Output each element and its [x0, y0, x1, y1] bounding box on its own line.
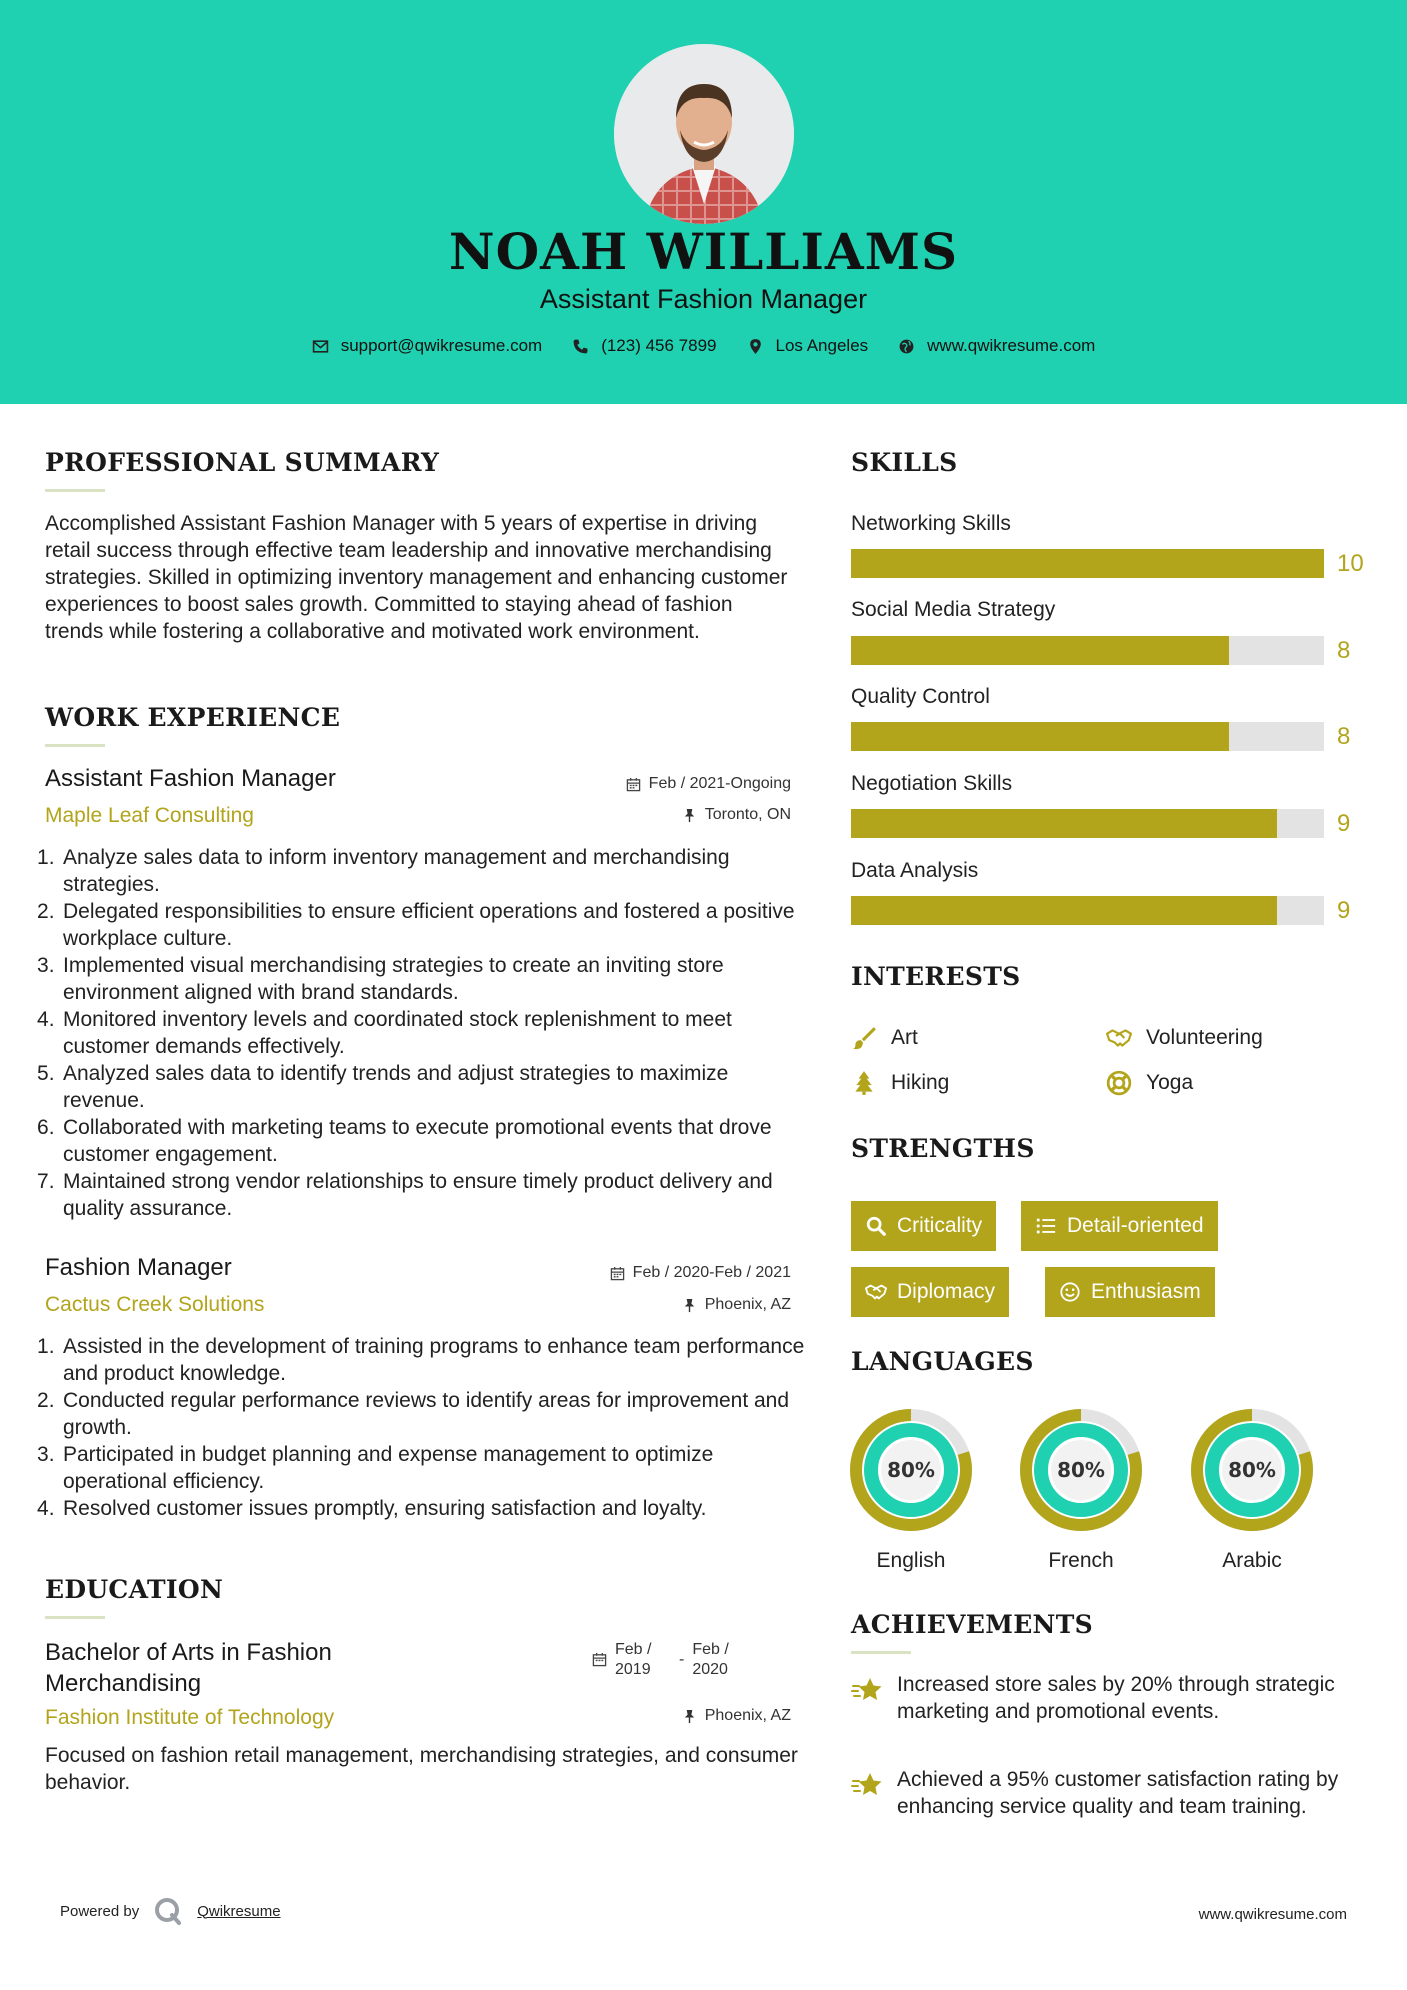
- handshake-icon: [865, 1281, 887, 1303]
- education-divider: [45, 1616, 105, 1619]
- language-item: [849, 1408, 973, 1573]
- interest-item: [1106, 1070, 1193, 1096]
- phone-icon: [572, 338, 589, 355]
- skill-bar-fill: [851, 722, 1229, 751]
- language-item: [1190, 1408, 1314, 1573]
- language-donut: [1019, 1408, 1143, 1532]
- list-item: Participated in budget planning and expense management to optimize operational efficiency.: [63, 1443, 714, 1493]
- candidate-name: NOAH WILLIAMS: [448, 222, 959, 281]
- list-item: Collaborated with marketing teams to execute promotional events that drove customer engagement.: [63, 1116, 772, 1166]
- skill-bar-fill: [851, 809, 1277, 838]
- strength-label: Detail-oriented: [1067, 1214, 1204, 1237]
- skill-value: 9: [1337, 810, 1351, 837]
- job-date-text: Feb / 2020-Feb / 2021: [632, 1264, 791, 1281]
- achievement-item: [851, 1766, 1371, 1820]
- language-name: Arabic: [1222, 1549, 1282, 1572]
- skill-label: Data Analysis: [851, 859, 979, 882]
- pushpin-icon: [682, 1298, 697, 1313]
- job-duties-list: [45, 1333, 805, 1522]
- job-date-text: Feb / 2021-Ongoing: [648, 775, 791, 792]
- education-location-text: Phoenix, AZ: [704, 1707, 791, 1724]
- strength-label: Diplomacy: [897, 1280, 996, 1303]
- list-item: Analyze sales data to inform inventory management and merchandising strategies.: [63, 846, 730, 896]
- skill-label: Networking Skills: [851, 512, 1011, 535]
- job-location-text: Phoenix, AZ: [704, 1296, 791, 1313]
- summary-text: Accomplished Assistant Fashion Manager with 5 years of expertise in driving retail success through effective team leadership and innovative merchandising strategies. Skilled in optimizing inventory management and enhancing customer experiences to boost sales growth. Committed to staying ahead of fashion trends while fostering a collaborative and motivated work environment.: [45, 512, 788, 643]
- calendar-icon: [610, 1266, 625, 1281]
- education-location: [682, 1707, 791, 1725]
- experience-divider: [45, 744, 105, 747]
- education-date-separator: -: [679, 1651, 685, 1668]
- skill-value: 10: [1337, 550, 1364, 577]
- footer-website[interactable]: www.qwikresume.com: [1198, 1906, 1347, 1923]
- email-text: support@qwikresume.com: [340, 336, 543, 355]
- globe-icon: [898, 338, 915, 355]
- powered-by-label: Powered by: [60, 1902, 140, 1920]
- handshake-icon: [1106, 1025, 1132, 1051]
- smile-icon: [1059, 1281, 1081, 1303]
- list-icon: [1035, 1215, 1057, 1237]
- profile-photo: [614, 44, 794, 224]
- interest-label: Art: [891, 1026, 918, 1049]
- list-item: Maintained strong vendor relationships to ensure timely product delivery and quality assurance.: [63, 1170, 773, 1220]
- interest-label: Yoga: [1146, 1071, 1194, 1094]
- contact-phone[interactable]: [572, 336, 716, 356]
- language-name: English: [876, 1549, 946, 1572]
- interest-item: [851, 1025, 918, 1051]
- search-icon: [865, 1215, 887, 1237]
- footer-powered-by: [60, 1896, 281, 1926]
- job-location: [682, 806, 791, 824]
- skill-bar: [851, 722, 1324, 751]
- language-percent: 80%: [1228, 1458, 1276, 1482]
- job-company: Cactus Creek Solutions: [45, 1293, 265, 1316]
- location-text: Los Angeles: [775, 336, 869, 355]
- strengths-heading: STRENGTHS: [851, 1134, 1035, 1163]
- strength-badge: [1045, 1267, 1215, 1317]
- map-marker-icon: [747, 338, 764, 355]
- skill-label: Negotiation Skills: [851, 772, 1013, 795]
- language-item: [1019, 1408, 1143, 1573]
- education-start: Feb / 2019: [615, 1641, 652, 1678]
- list-item: Conducted regular performance reviews to identify areas for improvement and growth.: [63, 1389, 790, 1439]
- contact-location: [747, 336, 869, 356]
- job-company: Maple Leaf Consulting: [45, 804, 254, 827]
- strength-badge: [851, 1267, 1009, 1317]
- language-percent: 80%: [1057, 1458, 1105, 1482]
- contact-website[interactable]: [898, 336, 1095, 356]
- job-location: [682, 1296, 791, 1314]
- job-location-text: Toronto, ON: [704, 806, 791, 823]
- school-name: Fashion Institute of Technology: [45, 1706, 335, 1729]
- candidate-title: Assistant Fashion Manager: [539, 284, 868, 314]
- summary-heading: PROFESSIONAL SUMMARY: [45, 448, 440, 477]
- achievement-item: [851, 1671, 1371, 1725]
- language-percent: 80%: [887, 1458, 935, 1482]
- qwikresume-logo-icon: [153, 1896, 183, 1926]
- skill-label: Social Media Strategy: [851, 598, 1056, 621]
- brand-link[interactable]: Qwikresume: [197, 1902, 281, 1920]
- envelope-icon: [312, 338, 329, 355]
- degree-title: Bachelor of Arts in Fashion Merchandising: [45, 1639, 332, 1697]
- list-item: Analyzed sales data to identify trends and adjust strategies to maximize revenue.: [63, 1062, 729, 1112]
- education-end: Feb / 2020: [692, 1641, 729, 1678]
- skill-bar: [851, 896, 1324, 925]
- skill-bar-fill: [851, 896, 1277, 925]
- skill-bar: [851, 809, 1324, 838]
- education-dates: [592, 1640, 742, 1680]
- achievement-text: Achieved a 95% customer satisfaction rating by enhancing service quality and team training.: [897, 1768, 1339, 1818]
- skill-value: 9: [1337, 897, 1351, 924]
- language-name: French: [1048, 1549, 1114, 1572]
- star-icon: [851, 1674, 883, 1706]
- calendar-icon: [592, 1652, 607, 1667]
- job-title: Fashion Manager: [45, 1254, 232, 1281]
- contact-email[interactable]: [312, 336, 543, 356]
- phone-text: (123) 456 7899: [601, 336, 717, 355]
- language-donut: [849, 1408, 973, 1532]
- experience-heading: WORK EXPERIENCE: [45, 703, 341, 732]
- achievements-heading: ACHIEVEMENTS: [851, 1610, 1093, 1639]
- pushpin-icon: [682, 1709, 697, 1724]
- resume-header: [0, 0, 1407, 404]
- languages-heading: LANGUAGES: [851, 1347, 1034, 1376]
- list-item: Monitored inventory levels and coordinated stock replenishment to meet customer demands effectively.: [63, 1008, 732, 1058]
- pushpin-icon: [682, 808, 697, 823]
- interest-item: [1106, 1025, 1263, 1051]
- strength-label: Enthusiasm: [1091, 1280, 1201, 1303]
- achievement-text: Increased store sales by 20% through strategic marketing and promotional events.: [897, 1673, 1335, 1723]
- list-item: Resolved customer issues promptly, ensuring satisfaction and loyalty.: [63, 1497, 707, 1520]
- list-item: Implemented visual merchandising strategies to create an inviting store environment aligned with brand standards.: [63, 954, 724, 1004]
- skill-label: Quality Control: [851, 685, 990, 708]
- skill-bar-fill: [851, 636, 1229, 665]
- language-donut: [1190, 1408, 1314, 1532]
- tree-icon: [851, 1070, 877, 1096]
- paintbrush-icon: [851, 1025, 877, 1051]
- skill-bar-fill: [851, 549, 1324, 578]
- skill-bar: [851, 549, 1324, 578]
- achievements-divider: [851, 1651, 911, 1654]
- skill-bar: [851, 636, 1324, 665]
- job-date: [626, 775, 791, 793]
- strength-badge: [1021, 1201, 1218, 1251]
- education-heading: EDUCATION: [45, 1575, 224, 1604]
- summary-divider: [45, 489, 105, 492]
- star-icon: [851, 1769, 883, 1801]
- skills-heading: SKILLS: [851, 448, 958, 477]
- interest-item: [851, 1070, 949, 1096]
- list-item: Assisted in the development of training programs to enhance team performance and product knowledge.: [63, 1335, 805, 1385]
- skill-value: 8: [1337, 637, 1351, 664]
- contact-bar: [0, 336, 1407, 356]
- job-duties-list: [45, 844, 805, 1222]
- education-description: Focused on fashion retail management, merchandising strategies, and consumer behavior.: [45, 1744, 798, 1794]
- job-date: [610, 1264, 791, 1282]
- skill-value: 8: [1337, 723, 1351, 750]
- list-item: Delegated responsibilities to ensure efficient operations and fostered a positive workplace culture.: [63, 900, 795, 950]
- interests-heading: INTERESTS: [851, 962, 1021, 991]
- lifebuoy-icon: [1106, 1070, 1132, 1096]
- strength-badge: [851, 1201, 996, 1251]
- interest-label: Hiking: [891, 1071, 950, 1094]
- website-text: www.qwikresume.com: [927, 336, 1096, 355]
- strength-label: Criticality: [897, 1214, 983, 1237]
- job-title: Assistant Fashion Manager: [45, 765, 336, 792]
- interest-label: Volunteering: [1146, 1026, 1263, 1049]
- calendar-icon: [626, 777, 641, 792]
